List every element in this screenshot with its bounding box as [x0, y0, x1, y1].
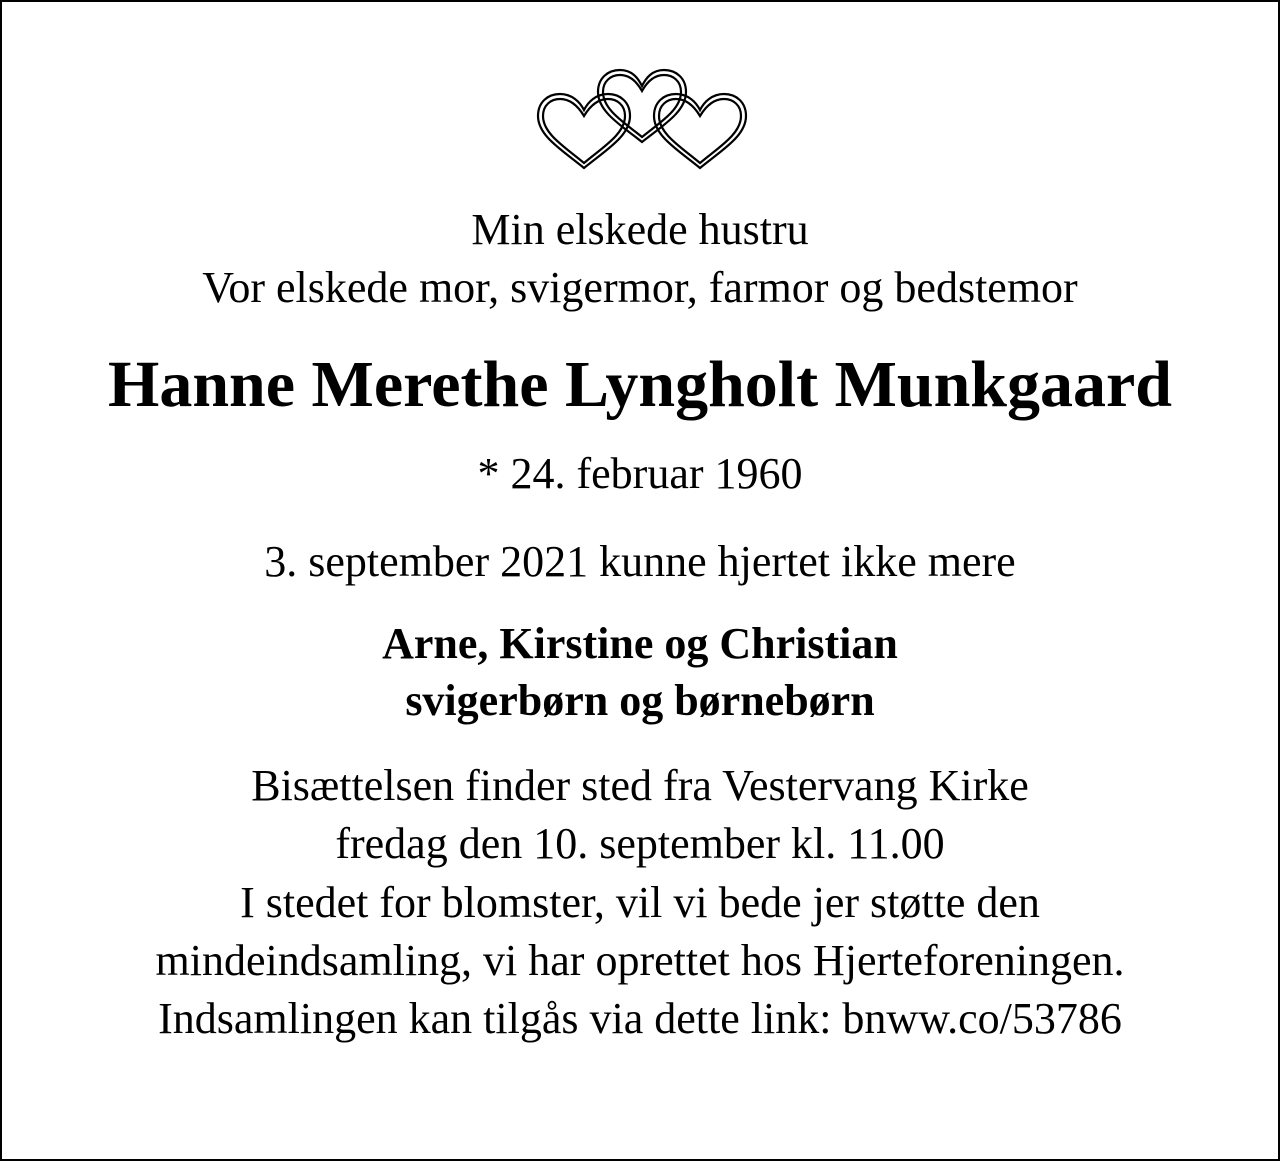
family-names: Arne, Kirstine og Christian	[382, 619, 898, 668]
birth-date: * 24. februar 1960	[477, 449, 803, 498]
deceased-name: Hanne Merethe Lyngholt Munkgaard	[107, 348, 1173, 421]
service-location: Bisættelsen finder sted fra Vestervang Kirke	[251, 761, 1029, 810]
donation-link-line: Indsamlingen kan tilgås via dette link: bnww.co/53786	[158, 994, 1122, 1043]
intro-line-wife: Min elskede hustru	[471, 205, 809, 254]
donation-text-line-2: mindeindsamling, vi har oprettet hos Hjerteforeningen.	[155, 936, 1125, 985]
service-time: fredag den 10. september kl. 11.00	[335, 819, 945, 868]
family-relations: svigerbørn og børnebørn	[405, 676, 875, 725]
three-hearts-icon	[532, 64, 752, 174]
intro-line-family-roles: Vor elskede mor, svigermor, farmor og bedstemor	[202, 263, 1078, 312]
donation-text-line-1: I stedet for blomster, vil vi bede jer støtte den	[240, 878, 1040, 927]
death-date: 3. september 2021 kunne hjertet ikke mere	[264, 537, 1016, 586]
